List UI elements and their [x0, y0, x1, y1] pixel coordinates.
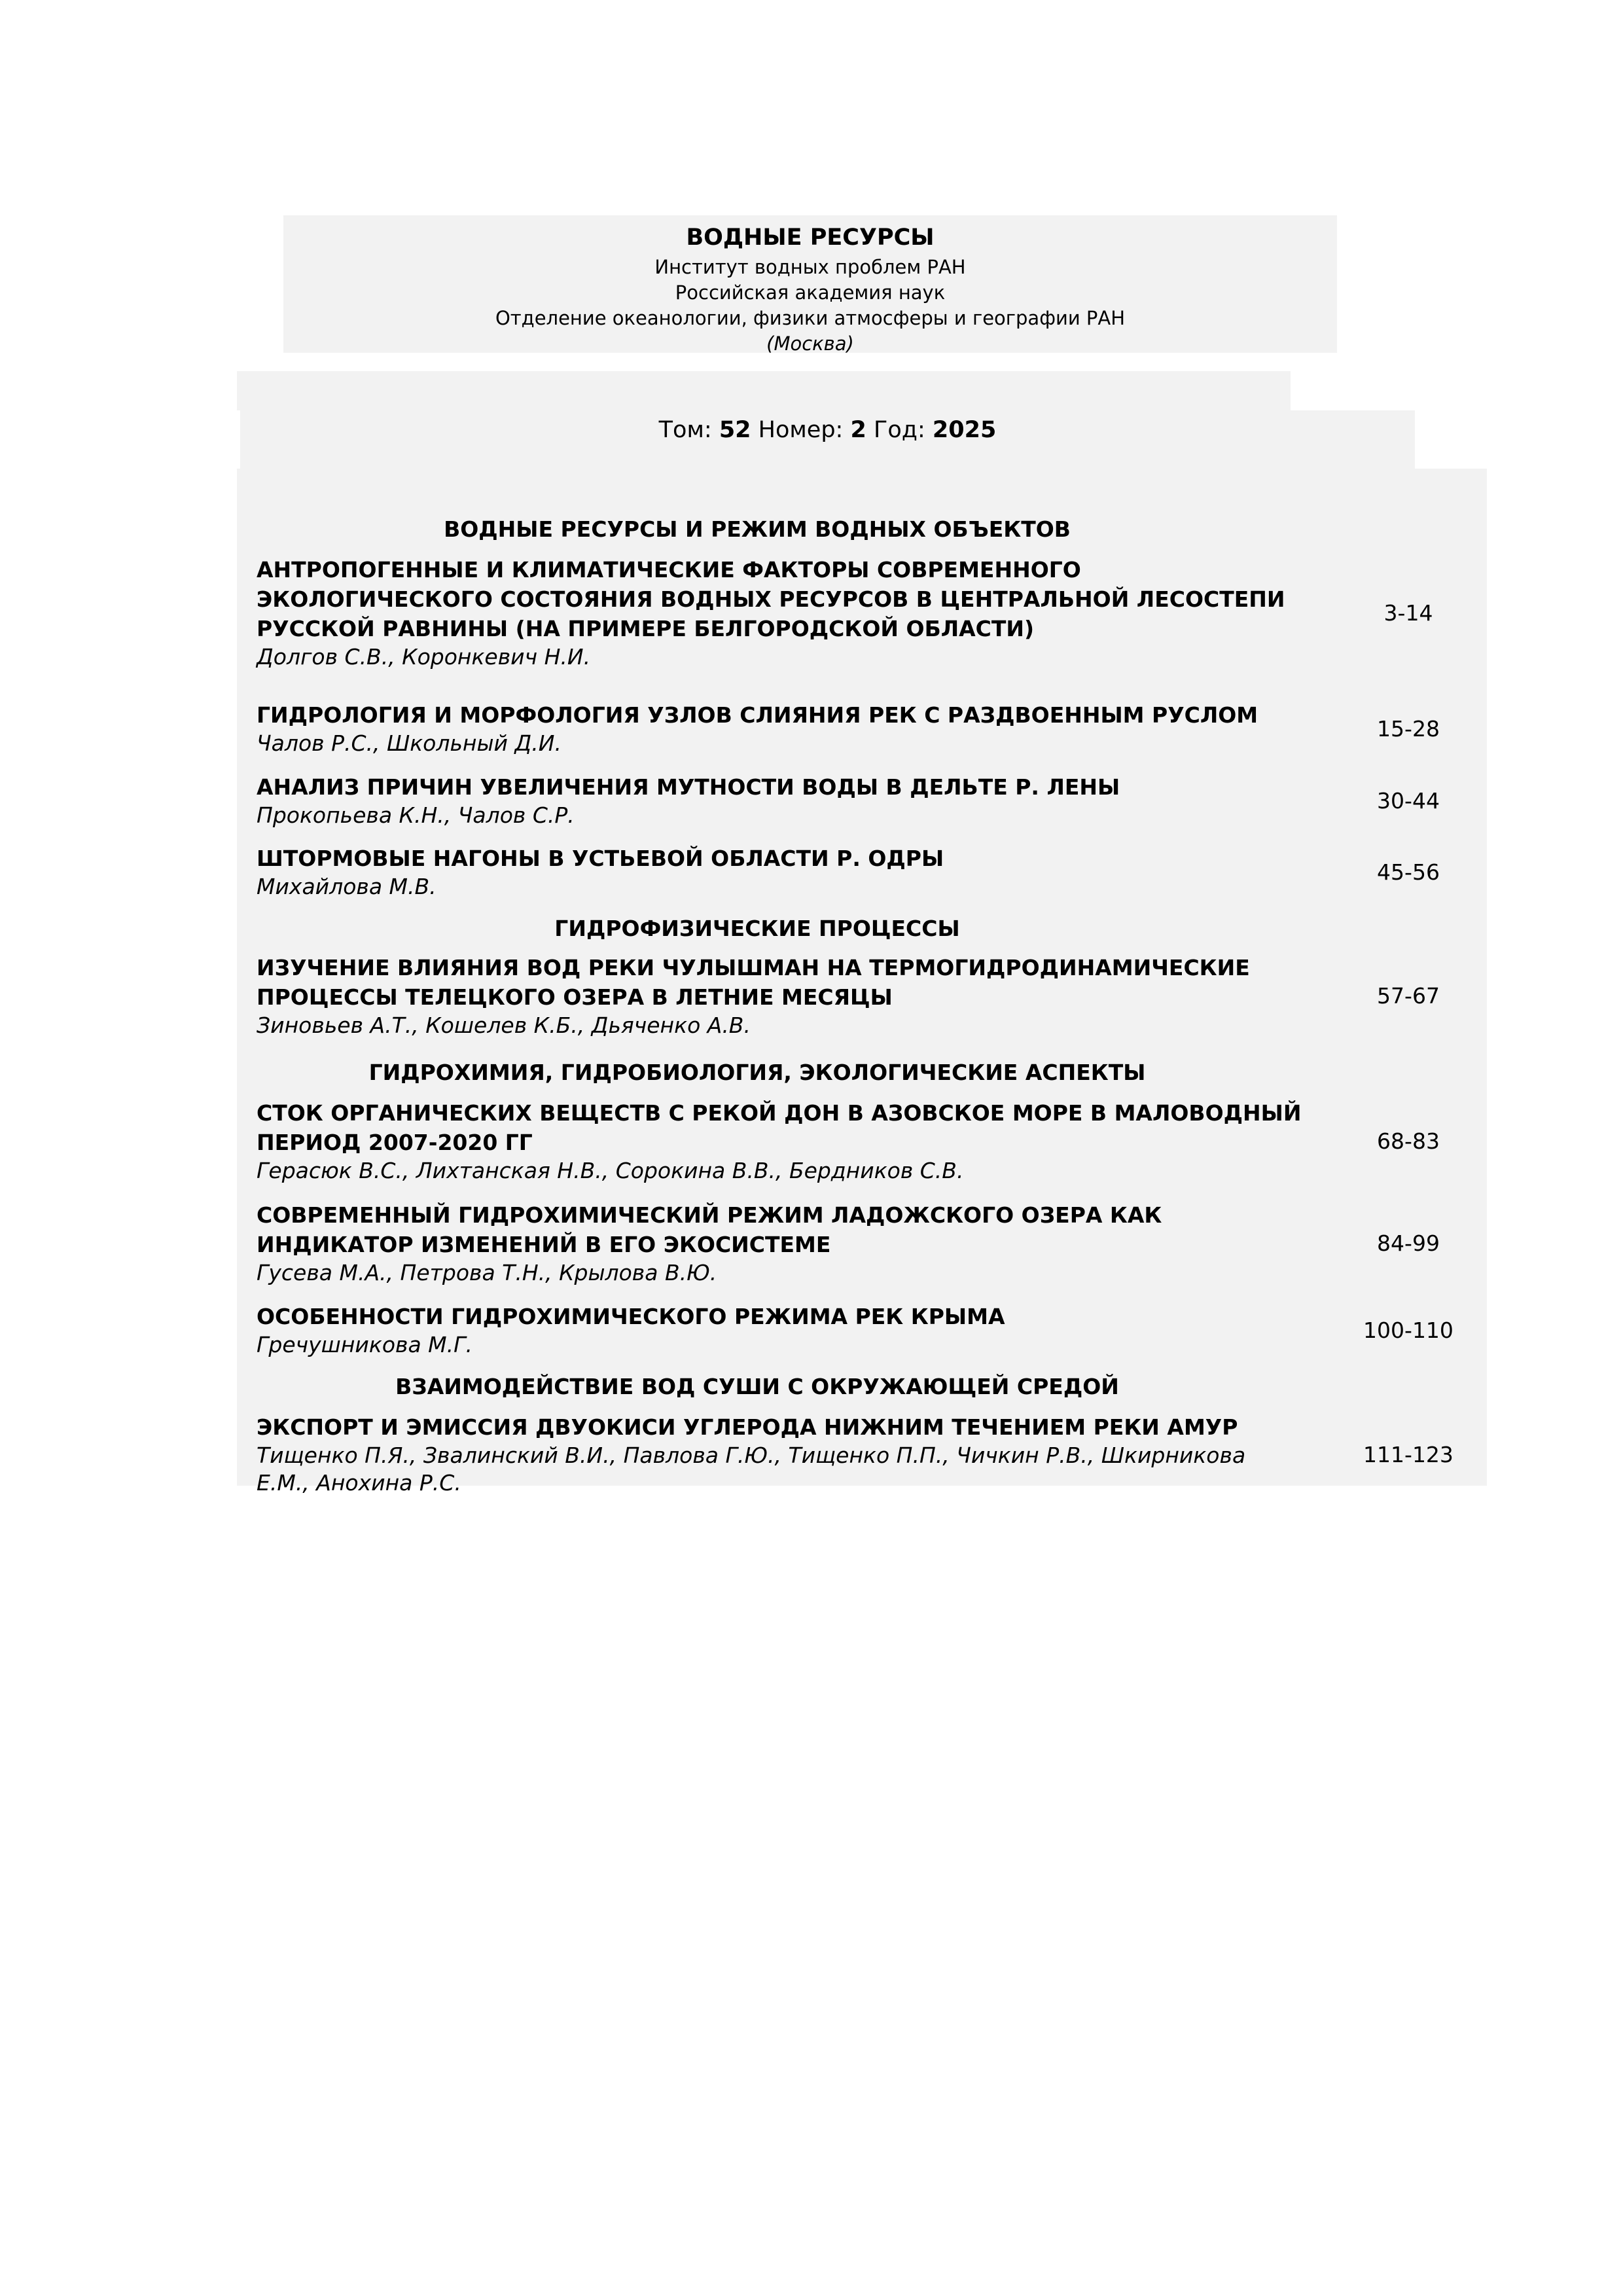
article-title-link[interactable]: СТОК ОРГАНИЧЕСКИХ ВЕЩЕСТВ С РЕКОЙ ДОН В АЗОВСКОЕ МОРЕ В МАЛОВОДНЫЙ ПЕРИОД 2007-2020 ГГ	[257, 1100, 1302, 1155]
section-title: ГИДРОФИЗИЧЕСКИЕ ПРОЦЕССЫ	[554, 916, 960, 941]
toc-article[interactable]	[257, 844, 1552, 901]
volume-label: Том:	[658, 417, 712, 443]
article-title-link[interactable]: ШТОРМОВЫЕ НАГОНЫ В УСТЬЕВОЙ ОБЛАСТИ Р. ОДРЫ	[257, 846, 944, 871]
academy-name: Российская академия наук	[675, 281, 946, 304]
article-pages: 84-99	[1377, 1230, 1440, 1256]
volume-value: 52	[719, 417, 751, 443]
department-name: Отделение океанологии, физики атмосферы и географии РАН	[495, 307, 1126, 329]
toc-article[interactable]	[257, 700, 1552, 757]
article-title-link[interactable]: АНТРОПОГЕННЫЕ И КЛИМАТИЧЕСКИЕ ФАКТОРЫ СОВРЕМЕННОГО ЭКОЛОГИЧЕСКОГО СОСТОЯНИЯ ВОДНЫХ РЕСУРСОВ В ЦЕНТРАЛЬНОЙ ЛЕСОСТЕПИ РУССКОЙ РАВНИНЫ (НА ПРИМЕРЕ БЕЛГОРОДСКОЙ ОБЛАСТИ)	[257, 557, 1285, 641]
article-authors: Гречушникова М.Г.	[257, 1332, 473, 1357]
number-value: 2	[850, 417, 866, 443]
section-title: ВЗАИМОДЕЙСТВИЕ ВОД СУШИ С ОКРУЖАЮЩЕЙ СРЕДОЙ	[395, 1374, 1119, 1399]
toc-article[interactable]	[257, 1200, 1552, 1287]
section-title: ВОДНЫЕ РЕСУРСЫ И РЕЖИМ ВОДНЫХ ОБЪЕКТОВ	[444, 516, 1071, 542]
article-pages: 30-44	[1377, 787, 1440, 814]
article-pages: 45-56	[1377, 859, 1440, 885]
table-of-contents	[237, 469, 1487, 1496]
toc-article[interactable]	[257, 1302, 1552, 1359]
journal-title: ВОДНЫЕ РЕСУРСЫ	[686, 224, 935, 251]
city: (Москва)	[766, 332, 854, 355]
article-title-link[interactable]: АНАЛИЗ ПРИЧИН УВЕЛИЧЕНИЯ МУТНОСТИ ВОДЫ В ДЕЛЬТЕ Р. ЛЕНЫ	[257, 774, 1120, 800]
year-value: 2025	[932, 417, 997, 443]
article-authors: Чалов Р.С., Школьный Д.И.	[257, 730, 562, 756]
article-title-link[interactable]: СОВРЕМЕННЫЙ ГИДРОХИМИЧЕСКИЙ РЕЖИМ ЛАДОЖСКОГО ОЗЕРА КАК ИНДИКАТОР ИЗМЕНЕНИЙ В ЕГО ЭКОСИСТЕМЕ	[257, 1202, 1162, 1257]
article-authors: Тищенко П.Я., Звалинский В.И., Павлова Г.Ю., Тищенко П.П., Чичкин Р.В., Шкирникова Е.М., Анохина Р.С.	[257, 1443, 1246, 1496]
article-title-link[interactable]: ГИДРОЛОГИЯ И МОРФОЛОГИЯ УЗЛОВ СЛИЯНИЯ РЕК С РАЗДВОЕННЫМ РУСЛОМ	[257, 702, 1258, 728]
toc-article[interactable]	[257, 1412, 1552, 1497]
article-pages: 100-110	[1363, 1317, 1454, 1343]
article-pages: 15-28	[1377, 715, 1440, 742]
article-authors: Герасюк В.С., Лихтанская Н.В., Сорокина В.В., Бердников С.В.	[257, 1158, 964, 1183]
issue-info	[240, 414, 1415, 446]
section-title: ГИДРОХИМИЯ, ГИДРОБИОЛОГИЯ, ЭКОЛОГИЧЕСКИЕ АСПЕКТЫ	[368, 1060, 1146, 1085]
article-authors: Зиновьев А.Т., Кошелев К.Б., Дьяченко А.В.	[257, 1013, 751, 1038]
institute-name: Институт водных проблем РАН	[654, 256, 966, 278]
article-pages: 57-67	[1377, 983, 1440, 1009]
article-pages: 111-123	[1363, 1441, 1454, 1467]
background-block	[237, 371, 1291, 410]
article-authors: Прокопьева К.Н., Чалов С.Р.	[257, 802, 575, 828]
article-authors: Гусева М.А., Петрова Т.Н., Крылова В.Ю.	[257, 1260, 717, 1285]
article-title-link[interactable]: ИЗУЧЕНИЕ ВЛИЯНИЯ ВОД РЕКИ ЧУЛЫШМАН НА ТЕРМОГИДРОДИНАМИЧЕСКИЕ ПРОЦЕССЫ ТЕЛЕЦКОГО ОЗЕРА В ЛЕТНИЕ МЕСЯЦЫ	[257, 955, 1250, 1010]
journal-header	[283, 215, 1337, 353]
article-title-link[interactable]: ЭКСПОРТ И ЭМИССИЯ ДВУОКИСИ УГЛЕРОДА НИЖНИМ ТЕЧЕНИЕМ РЕКИ АМУР	[257, 1414, 1238, 1440]
article-title-link[interactable]: ОСОБЕННОСТИ ГИДРОХИМИЧЕСКОГО РЕЖИМА РЕК КРЫМА	[257, 1304, 1005, 1329]
article-authors: Долгов С.В., Коронкевич Н.И.	[257, 644, 591, 670]
year-label: Год:	[874, 417, 925, 443]
article-pages: 3-14	[1383, 600, 1433, 626]
toc-article[interactable]	[257, 772, 1552, 829]
article-authors: Михайлова М.В.	[257, 874, 437, 899]
article-pages: 68-83	[1377, 1128, 1440, 1154]
number-label: Номер:	[758, 417, 844, 443]
toc-article[interactable]	[257, 555, 1552, 671]
toc-article[interactable]	[257, 953, 1552, 1039]
toc-article[interactable]	[257, 1098, 1552, 1185]
